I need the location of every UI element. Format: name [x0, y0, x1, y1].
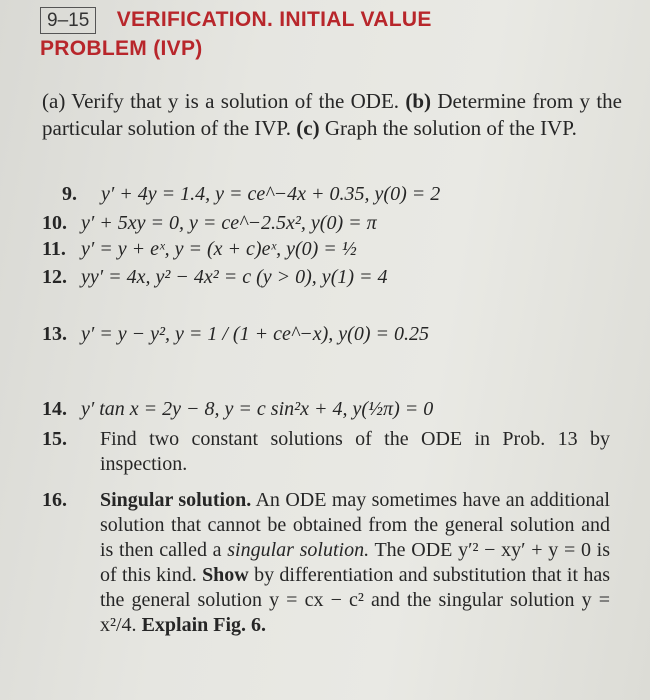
problem-12	[42, 265, 612, 290]
problem-equation: y′ tan x = 2y − 8, y = c sin²x + 4, y(½π) = 0	[81, 398, 434, 420]
instructions	[42, 88, 622, 142]
problem-text	[100, 488, 610, 638]
problem-title: Singular solution.	[100, 489, 252, 511]
problem-text-b: The ODE y′² − xy′ + y = 0 is of this kind.	[100, 539, 610, 586]
explain-instruction: Explain Fig. 6.	[141, 614, 267, 636]
part-c-label: (c)	[296, 116, 320, 140]
section-title-line2: PROBLEM (IVP)	[40, 37, 203, 60]
problem-number: 10.	[42, 212, 67, 234]
problem-text-a: An ODE may sometimes have an additional solution that cannot be obtained from the general solution and is then called a	[100, 489, 610, 561]
part-b-text: Determine from y the particular solution of the IVP.	[42, 89, 622, 140]
problem-9	[62, 182, 632, 207]
singular-solution-term: singular solution.	[227, 539, 370, 561]
part-a-text: Verify that y is a solution of the ODE.	[65, 89, 406, 113]
problem-number: 12.	[42, 266, 67, 288]
problem-13	[42, 322, 612, 347]
problem-text: Find two constant solutions of the ODE in Prob. 13 by inspection.	[100, 428, 610, 475]
problem-text-c: by differentiation and substitution that it has the general solution y = cx − c² and the singular solution y = x²/4.	[100, 564, 610, 636]
problem-15	[42, 427, 610, 479]
problem-16	[42, 488, 610, 668]
section-title-line1: VERIFICATION. INITIAL VALUE	[116, 8, 432, 31]
problem-equation: y′ + 4y = 1.4, y = ce^−4x + 0.35, y(0) = 2	[101, 183, 441, 205]
problem-11	[42, 237, 612, 262]
problem-number: 16.	[42, 489, 67, 511]
problem-equation: y′ + 5xy = 0, y = ce^−2.5x², y(0) = π	[81, 212, 377, 234]
problem-number: 15.	[42, 428, 67, 450]
problem-number: 13.	[42, 323, 67, 345]
problem-equation: y′ = y + eˣ, y = (x + c)eˣ, y(0) = ½	[81, 238, 357, 260]
show-instruction: Show	[202, 564, 249, 586]
problem-number: 9.	[62, 183, 77, 205]
problem-14	[42, 397, 612, 422]
part-b-label: (b)	[405, 89, 432, 113]
problem-number: 11.	[42, 238, 66, 260]
section-heading	[40, 7, 432, 62]
problem-number: 14.	[42, 398, 67, 420]
problem-equation: y′ = y − y², y = 1 / (1 + ce^−x), y(0) = 0.25	[81, 323, 429, 345]
part-a-label: (a)	[42, 89, 66, 113]
section-number: 9–15	[40, 7, 96, 34]
problem-equation: yy′ = 4x, y² − 4x² = c (y > 0), y(1) = 4	[81, 266, 388, 288]
part-c-text: Graph the solution of the IVP.	[319, 116, 577, 140]
problem-10	[42, 211, 612, 236]
